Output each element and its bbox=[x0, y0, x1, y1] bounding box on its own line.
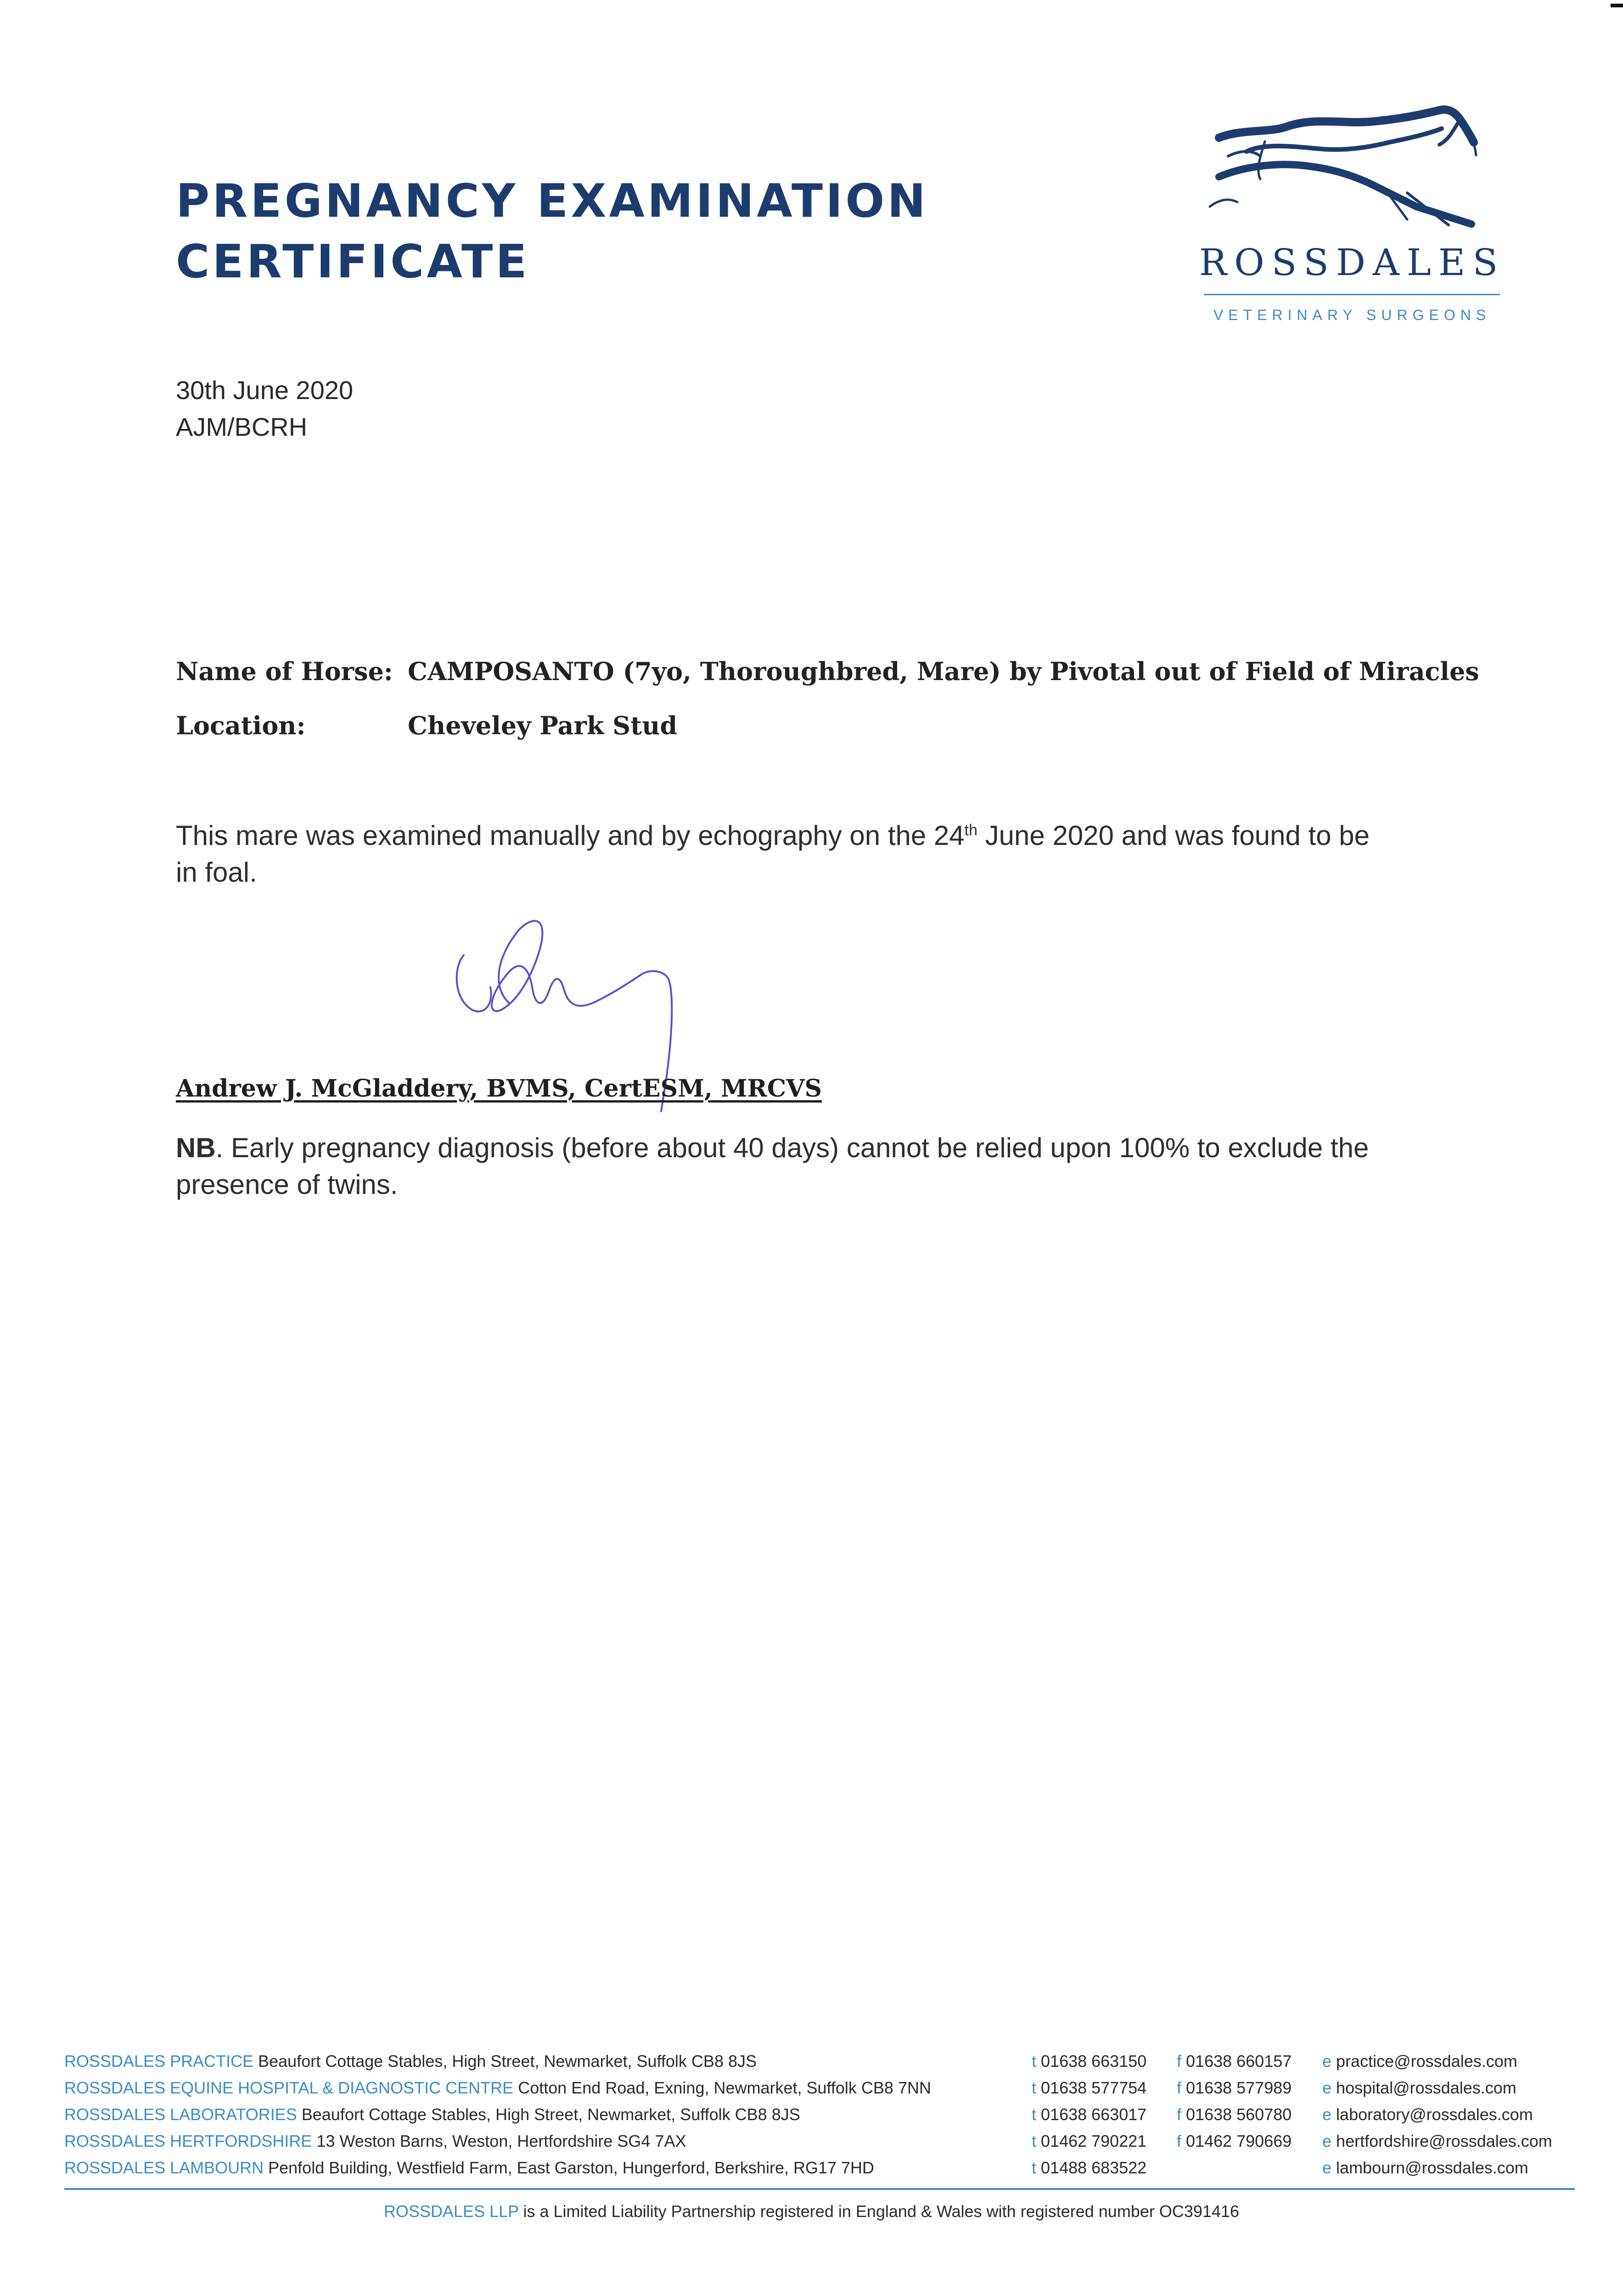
footer-legal-notice bbox=[0, 2202, 1623, 2221]
footer-entity: ROSSDALES PRACTICE bbox=[64, 2052, 254, 2071]
location-label: Location: bbox=[176, 711, 306, 740]
galloping-horse-logo-icon bbox=[1191, 101, 1513, 340]
footer-entity: ROSSDALES LAMBOURN bbox=[64, 2158, 264, 2177]
document-meta bbox=[176, 372, 353, 445]
statement-part-1: This mare was examined manually and by echography on the 24 bbox=[176, 820, 965, 851]
footer-legal-text: is a Limited Liability Partnership registered in England & Wales with registered number OC391416 bbox=[523, 2202, 1239, 2221]
footer-address: 13 Weston Barns, Weston, Hertfordshire SG4 7AX bbox=[316, 2132, 686, 2150]
location-value: Cheveley Park Stud bbox=[408, 711, 678, 740]
footer-entity: ROSSDALES EQUINE HOSPITAL & DIAGNOSTIC CENTRE bbox=[64, 2078, 514, 2097]
footer-contacts bbox=[64, 2052, 1566, 2185]
pregnancy-note bbox=[176, 1130, 1388, 1203]
footer-telephone: t 01638 577754 bbox=[1032, 2078, 1147, 2097]
footer-fax: f 01638 660157 bbox=[1177, 2052, 1292, 2071]
footer-telephone: t 01638 663017 bbox=[1032, 2105, 1147, 2124]
footer-address: Penfold Building, Westfield Farm, East Garston, Hungerford, Berkshire, RG17 7HD bbox=[268, 2158, 875, 2177]
footer-row bbox=[64, 2078, 1566, 2105]
horse-name-value: CAMPOSANTO (7yo, Thoroughbred, Mare) by Pivotal out of Field of Miracles bbox=[408, 657, 1479, 686]
brand-tagline: VETERINARY SURGEONS bbox=[1213, 307, 1491, 323]
footer-telephone: t 01638 663150 bbox=[1032, 2052, 1147, 2071]
examination-statement bbox=[176, 817, 1388, 891]
title-line-1: PREGNANCY EXAMINATION bbox=[176, 174, 929, 228]
footer-email: e hertfordshire@rossdales.com bbox=[1322, 2132, 1552, 2150]
footer-email: e practice@rossdales.com bbox=[1322, 2052, 1517, 2071]
note-prefix: NB bbox=[176, 1132, 216, 1163]
footer-address: Beaufort Cottage Stables, High Street, Newmarket, Suffolk CB8 8JS bbox=[301, 2105, 800, 2124]
footer-row bbox=[64, 2132, 1566, 2158]
footer-fax: f 01638 577989 bbox=[1177, 2078, 1292, 2097]
note-text: . Early pregnancy diagnosis (before about 40 days) cannot be relied upon 100% to exclude the presence of twins. bbox=[176, 1132, 1369, 1200]
certificate-title bbox=[176, 171, 928, 292]
scan-edge-mark bbox=[1611, 4, 1623, 7]
footer-fax: f 01462 790669 bbox=[1177, 2132, 1292, 2150]
footer-fax: f 01638 560780 bbox=[1177, 2105, 1292, 2124]
footer-address: Cotton End Road, Exning, Newmarket, Suffolk CB8 7NN bbox=[518, 2078, 931, 2097]
statement-superscript: th bbox=[964, 822, 978, 839]
signer-name: Andrew J. McGladdery, BVMS, CertESM, MRCVS bbox=[176, 1075, 822, 1103]
footer-divider bbox=[64, 2188, 1575, 2190]
footer-entity: ROSSDALES HERTFORDSHIRE bbox=[64, 2132, 312, 2150]
horse-name-label: Name of Horse: bbox=[176, 657, 393, 686]
footer-email: e hospital@rossdales.com bbox=[1322, 2078, 1516, 2097]
footer-telephone: t 01488 683522 bbox=[1032, 2158, 1147, 2177]
brand-name: ROSSDALES bbox=[1199, 241, 1505, 284]
statement-part-2: June 2020 and was found to be in foal. bbox=[176, 820, 1370, 888]
footer-row bbox=[64, 2105, 1566, 2132]
footer-legal-entity: ROSSDALES LLP bbox=[384, 2202, 519, 2221]
document-date: 30th June 2020 bbox=[176, 376, 354, 405]
footer-telephone: t 01462 790221 bbox=[1032, 2132, 1147, 2150]
footer-row bbox=[64, 2158, 1566, 2185]
brand-divider bbox=[1204, 294, 1500, 295]
footer-entity: ROSSDALES LABORATORIES bbox=[64, 2105, 297, 2124]
footer-email: e laboratory@rossdales.com bbox=[1322, 2105, 1533, 2124]
document-reference: AJM/BCRH bbox=[176, 412, 308, 441]
footer-email: e lambourn@rossdales.com bbox=[1322, 2158, 1528, 2177]
title-line-2: CERTIFICATE bbox=[176, 235, 530, 288]
footer-row bbox=[64, 2052, 1566, 2078]
footer-address: Beaufort Cottage Stables, High Street, Newmarket, Suffolk CB8 8JS bbox=[258, 2052, 757, 2071]
